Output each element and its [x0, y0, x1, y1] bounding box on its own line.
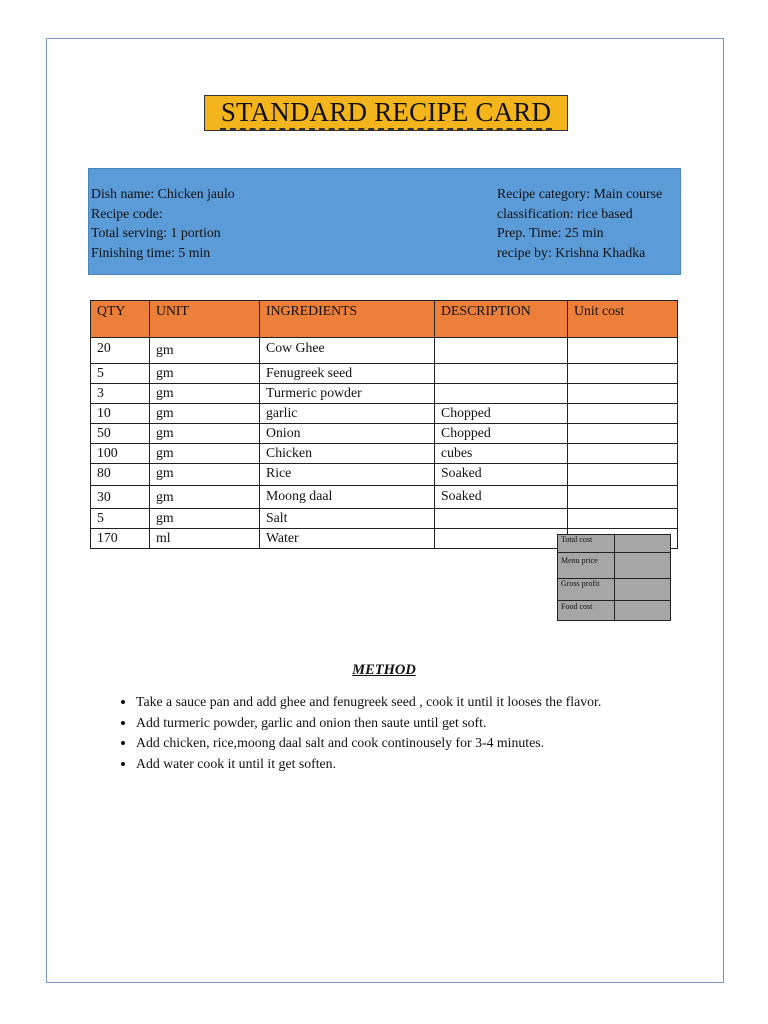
cell-unit: gm	[150, 404, 260, 424]
gross-profit-value	[615, 579, 671, 601]
cell-ingredient: Moong daal	[260, 486, 435, 509]
cell-ingredient: Rice	[260, 464, 435, 486]
cell-qty: 5	[91, 509, 150, 529]
food-cost-label: Food cost	[558, 601, 615, 621]
method-step: • Take a sauce pan and add ghee and fenugreek seed , cook it until it looses the flavor.	[136, 692, 601, 713]
table-header-row	[91, 301, 678, 338]
cell-ingredient: Salt	[260, 509, 435, 529]
cell-description	[435, 529, 568, 549]
cell-qty: 3	[91, 384, 150, 404]
gross-profit-label: Gross profit	[558, 579, 615, 601]
cell-qty: 30	[91, 486, 150, 509]
table-row	[91, 404, 678, 424]
menu-price-value	[615, 553, 671, 579]
recipe-code: Recipe code:	[91, 205, 163, 221]
method-step: • Add chicken, rice,moong daal salt and cook continousely for 3-4 minutes.	[136, 733, 601, 754]
cell-unit: gm	[150, 464, 260, 486]
cell-ingredient: Water	[260, 529, 435, 549]
cell-qty: 10	[91, 404, 150, 424]
cell-unit: gm	[150, 509, 260, 529]
method-heading: METHOD	[352, 662, 416, 678]
header-ingredients: INGREDIENTS	[260, 301, 435, 338]
cost-summary-table	[557, 534, 671, 621]
recipe-info-right	[497, 184, 662, 262]
cell-unit-cost	[568, 364, 678, 384]
cell-unit: gm	[150, 384, 260, 404]
cell-description: cubes	[435, 444, 568, 464]
cost-row	[558, 553, 671, 579]
ingredients-table	[90, 300, 678, 549]
cell-qty: 50	[91, 424, 150, 444]
cell-unit: gm	[150, 364, 260, 384]
total-serving: Total serving: 1 portion	[91, 225, 221, 240]
header-unit: UNIT	[150, 301, 260, 338]
cell-unit-cost	[568, 509, 678, 529]
table-row	[91, 464, 678, 486]
cell-qty: 170	[91, 529, 150, 549]
cell-unit: ml	[150, 529, 260, 549]
table-row	[91, 509, 678, 529]
classification: classification: rice based	[497, 205, 633, 221]
header-qty: QTY	[91, 301, 150, 338]
cell-ingredient: Chicken	[260, 444, 435, 464]
header-description: DESCRIPTION	[435, 301, 568, 338]
table-row	[91, 384, 678, 404]
cell-qty: 20	[91, 338, 150, 364]
method-step: • Add turmeric powder, garlic and onion then saute until get soft.	[136, 713, 601, 734]
header-unit-cost: Unit cost	[568, 301, 678, 338]
table-row	[91, 444, 678, 464]
cell-unit: gm	[150, 486, 260, 509]
page-title: STANDARD RECIPE CARD	[220, 96, 552, 130]
cell-ingredient: garlic	[260, 404, 435, 424]
cell-unit-cost	[568, 338, 678, 364]
cell-description: Soaked	[435, 486, 568, 509]
cell-unit: gm	[150, 338, 260, 364]
method-step: • Add water cook it until it get soften.	[136, 754, 601, 775]
cell-unit-cost	[568, 444, 678, 464]
cell-ingredient: Onion	[260, 424, 435, 444]
cell-description: Chopped	[435, 424, 568, 444]
cost-row	[558, 579, 671, 601]
cell-description: Chopped	[435, 404, 568, 424]
cell-description: Soaked	[435, 464, 568, 486]
cell-description	[435, 338, 568, 364]
table-row	[91, 338, 678, 364]
total-cost-label: Total cost	[558, 535, 615, 553]
cell-qty: 100	[91, 444, 150, 464]
table-row	[91, 486, 678, 509]
cell-qty: 5	[91, 364, 150, 384]
cell-description	[435, 384, 568, 404]
cost-row	[558, 535, 671, 553]
cell-unit-cost	[568, 384, 678, 404]
method-steps	[112, 692, 601, 774]
cost-row	[558, 601, 671, 621]
cell-qty: 80	[91, 464, 150, 486]
title-banner	[204, 95, 568, 131]
cell-ingredient: Fenugreek seed	[260, 364, 435, 384]
cell-unit: gm	[150, 424, 260, 444]
recipe-info-left	[91, 184, 235, 262]
table-row	[91, 424, 678, 444]
recipe-info-panel	[88, 168, 681, 275]
finishing-time: Finishing time: 5 min	[91, 244, 211, 260]
recipe-by: recipe by: Krishna Khadka	[497, 244, 646, 260]
total-cost-value	[615, 535, 671, 553]
prep-time: Prep. Time: 25 min	[497, 225, 604, 240]
cell-description	[435, 509, 568, 529]
cell-unit-cost	[568, 486, 678, 509]
cell-unit-cost	[568, 464, 678, 486]
menu-price-label: Menu price	[558, 553, 615, 579]
cell-unit: gm	[150, 444, 260, 464]
cell-ingredient: Cow Ghee	[260, 338, 435, 364]
food-cost-value	[615, 601, 671, 621]
recipe-category: Recipe category: Main course	[497, 186, 663, 201]
cell-description	[435, 364, 568, 384]
cell-unit-cost	[568, 424, 678, 444]
table-row	[91, 364, 678, 384]
cell-unit-cost	[568, 404, 678, 424]
dish-name: Dish name: Chicken jaulo	[91, 186, 235, 201]
cell-ingredient: Turmeric powder	[260, 384, 435, 404]
